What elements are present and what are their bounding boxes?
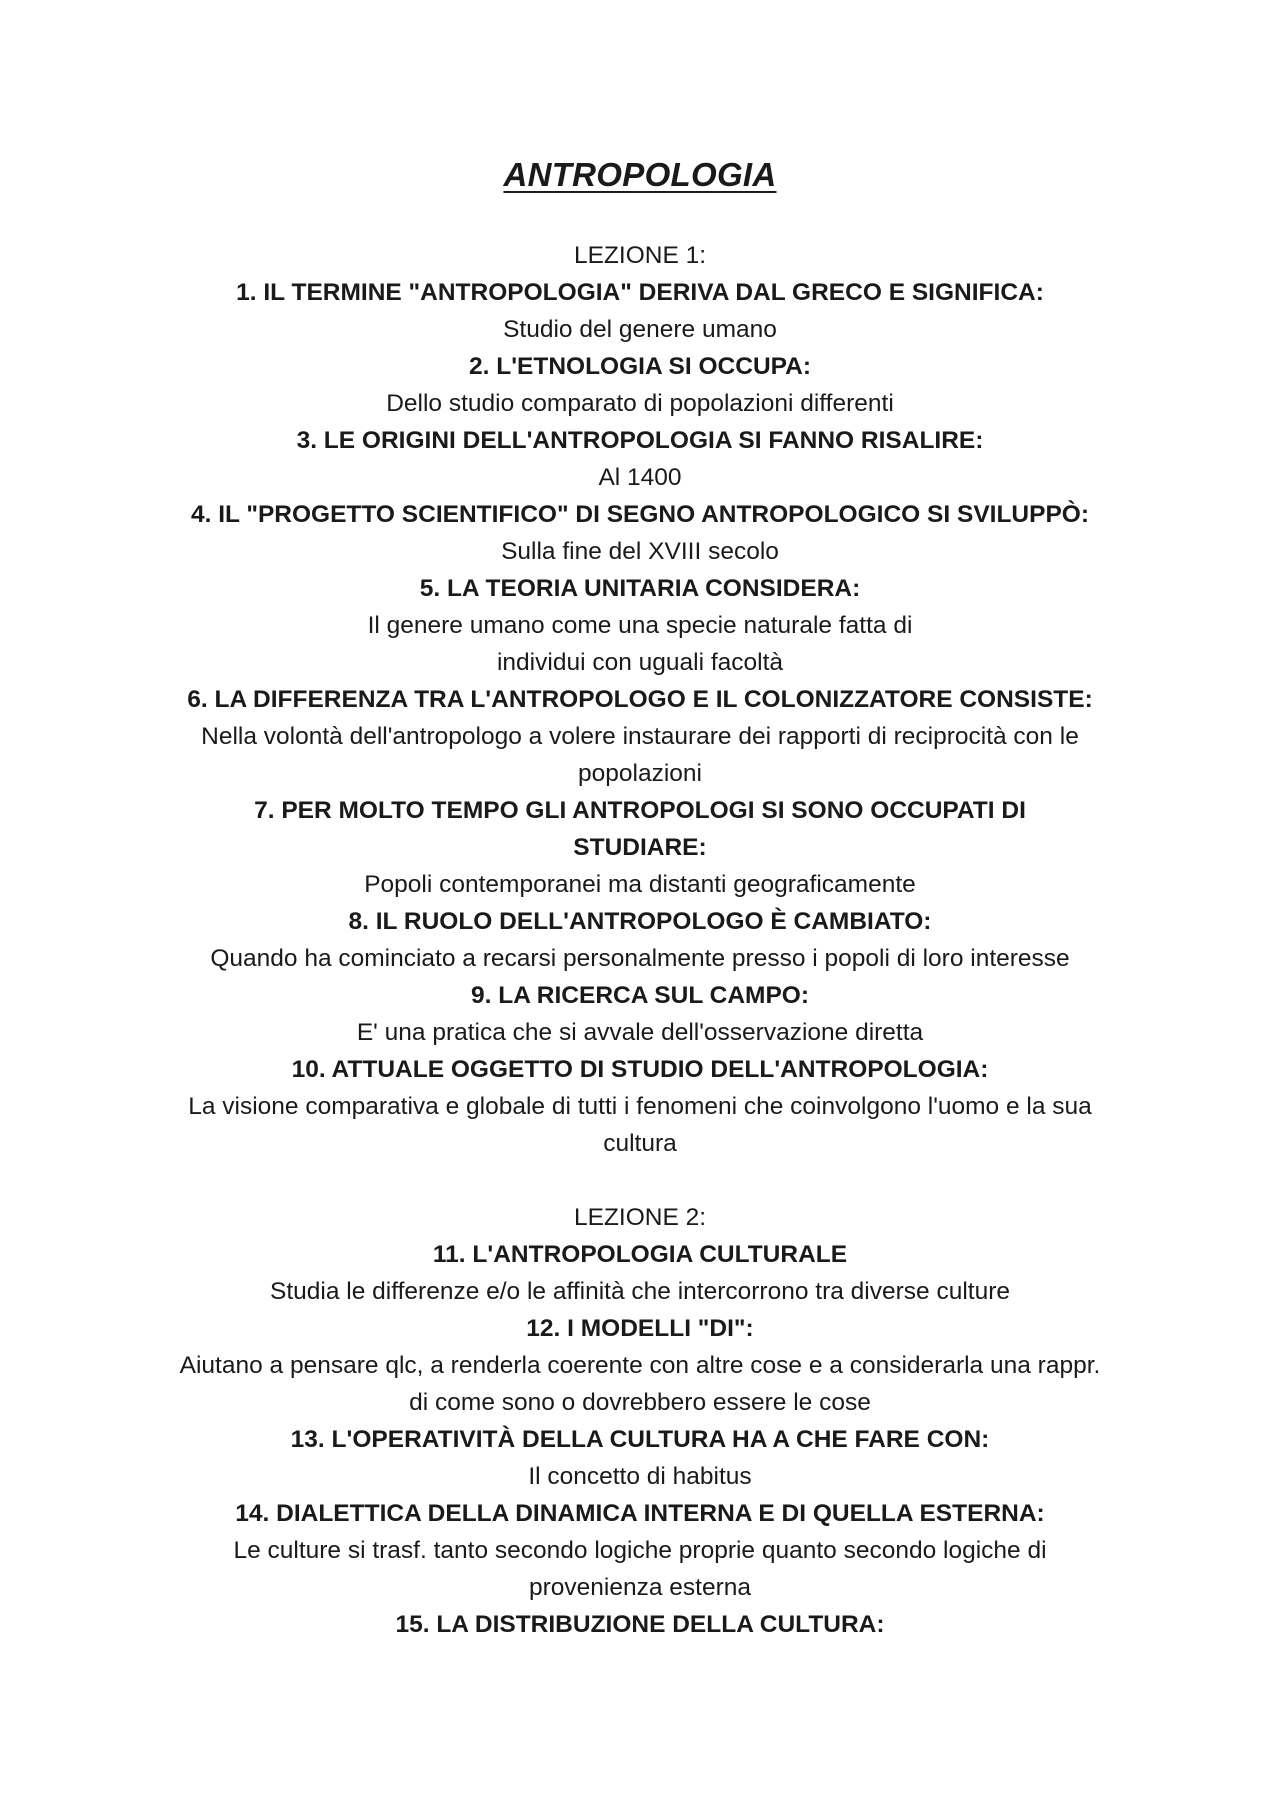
answer: Studia le differenze e/o le affinità che intercorrono tra diverse culture <box>270 1278 1010 1305</box>
question: 13. L'OPERATIVITÀ DELLA CULTURA HA A CHE FARE CON: <box>290 1426 990 1453</box>
answer: individui con uguali facoltà <box>496 649 784 676</box>
answer: popolazioni <box>578 760 702 787</box>
question: 4. IL "PROGETTO SCIENTIFICO" DI SEGNO ANTROPOLOGICO SI SVILUPPÒ: <box>190 501 1090 528</box>
document-content <box>115 237 1165 1643</box>
answer: Il genere umano come una specie naturale fatta di <box>367 612 913 639</box>
answer: Sulla fine del XVIII secolo <box>501 538 779 565</box>
answer: Al 1400 <box>598 464 682 491</box>
answer: di come sono o dovrebbero essere le cose <box>409 1389 871 1416</box>
answer: Le culture si trasf. tanto secondo logiche proprie quanto secondo logiche di <box>233 1537 1047 1564</box>
question: 14. DIALETTICA DELLA DINAMICA INTERNA E DI QUELLA ESTERNA: <box>235 1500 1045 1527</box>
question: 5. LA TEORIA UNITARIA CONSIDERA: <box>419 575 861 602</box>
page-title: ANTROPOLOGIA <box>503 156 777 193</box>
lesson-label: LEZIONE 1: <box>573 242 707 269</box>
question: 12. I MODELLI "DI": <box>526 1315 754 1342</box>
question: 11. L'ANTROPOLOGIA CULTURALE <box>432 1241 848 1268</box>
question: 9. LA RICERCA SUL CAMPO: <box>470 982 810 1009</box>
question: STUDIARE: <box>573 834 707 861</box>
answer: Quando ha cominciato a recarsi personalmente presso i popoli di loro interesse <box>210 945 1070 972</box>
answer: Studio del genere umano <box>503 316 777 343</box>
lesson-label: LEZIONE 2: <box>573 1204 707 1231</box>
answer: La visione comparativa e globale di tutti i fenomeni che coinvolgono l'uomo e la sua <box>188 1093 1092 1120</box>
answer: Nella volontà dell'antropologo a volere instaurare dei rapporti di reciprocità con le <box>201 723 1079 750</box>
question: 1. IL TERMINE "ANTROPOLOGIA" DERIVA DAL GRECO E SIGNIFICA: <box>236 279 1044 306</box>
question: 8. IL RUOLO DELL'ANTROPOLOGO È CAMBIATO: <box>348 908 932 935</box>
question: 2. L'ETNOLOGIA SI OCCUPA: <box>468 353 812 380</box>
answer: Aiutano a pensare qlc, a renderla coerente con altre cose e a considerarla una rappr. <box>179 1352 1101 1379</box>
answer: provenienza esterna <box>528 1574 751 1601</box>
question: 10. ATTUALE OGGETTO DI STUDIO DELL'ANTROPOLOGIA: <box>291 1056 989 1083</box>
answer: Il concetto di habitus <box>528 1463 752 1490</box>
answer: cultura <box>603 1130 677 1157</box>
question: 7. PER MOLTO TEMPO GLI ANTROPOLOGI SI SONO OCCUPATI DI <box>254 797 1026 824</box>
section-gap <box>115 1162 1165 1199</box>
question: 15. LA DISTRIBUZIONE DELLA CULTURA: <box>395 1611 885 1638</box>
question: 3. LE ORIGINI DELL'ANTROPOLOGIA SI FANNO RISALIRE: <box>296 427 984 454</box>
answer: Dello studio comparato di popolazioni differenti <box>386 390 894 417</box>
question: 6. LA DIFFERENZA TRA L'ANTROPOLOGO E IL COLONIZZATORE CONSISTE: <box>187 686 1093 713</box>
answer: E' una pratica che si avvale dell'osservazione diretta <box>356 1019 924 1046</box>
answer: Popoli contemporanei ma distanti geograficamente <box>364 871 916 898</box>
